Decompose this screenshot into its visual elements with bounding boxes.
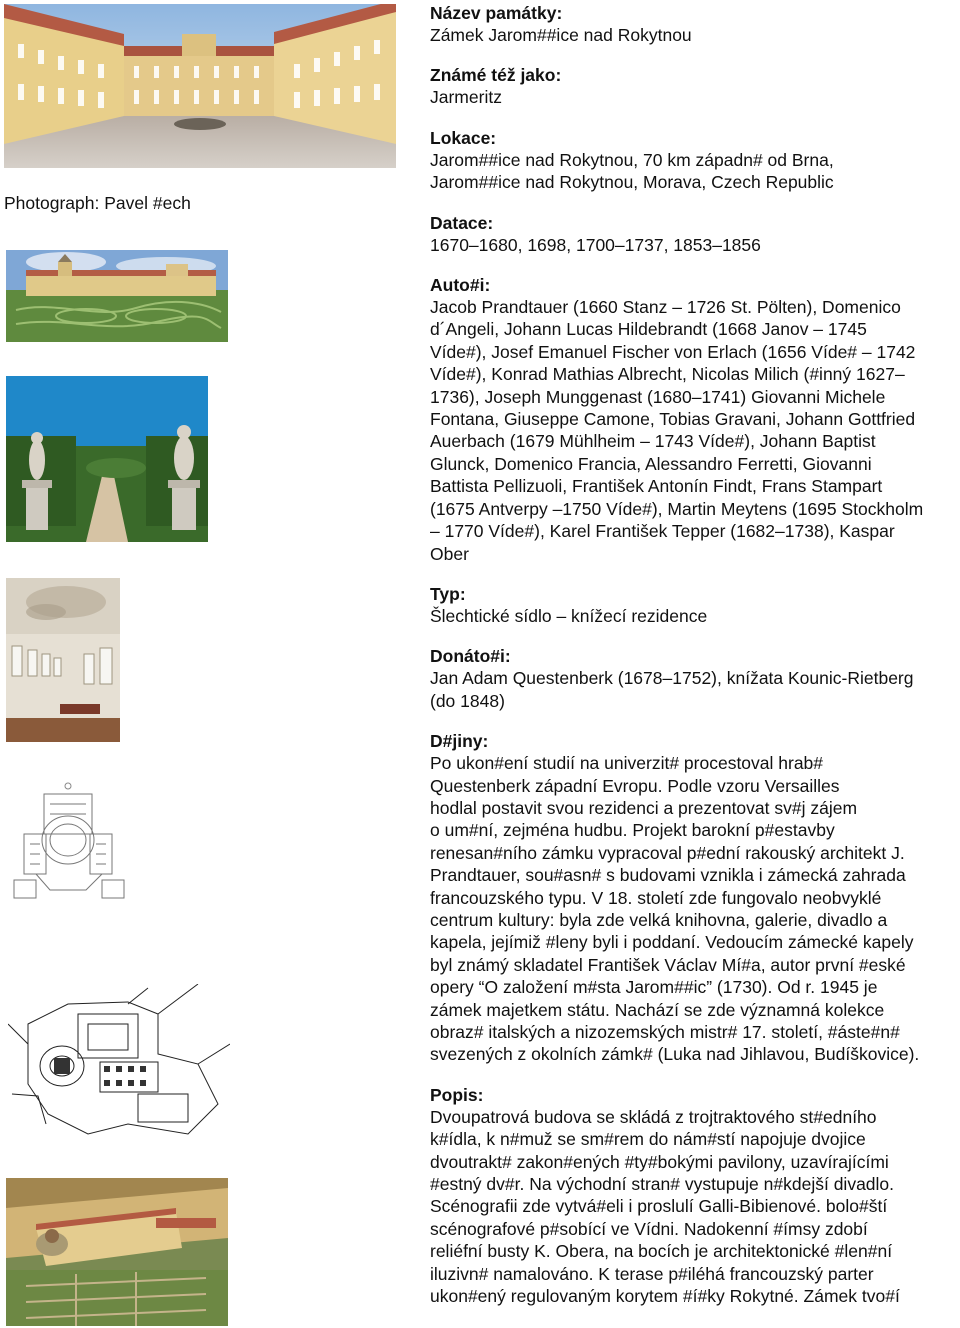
section-body: Jarmeritz <box>430 87 502 108</box>
section-history <box>430 730 958 1066</box>
section-body: Jacob Prandtauer (1660 Stanz – 1726 St. Pölten), Domenico d´Angeli, Johann Lucas Hildebrandt (1668 Janov – 1745 Víde#), Josef Emanuel Fischer von Erlach (1656 Víde# – 1742 Víde#), Konrad Mathias Albrecht, Nicolas Milich (#inný 1627– 1736), Joseph Munggenast (1680–1741) Giovanni Michele Fontana, Giuseppe Camone, Tobias Gravani, Johann Gottfried Auerbach (1679 Mühlheim – 1743 Víde#), Johann Baptist Glunck, Domenico Francia, Alessandro Ferretti, Giovanni Battista Pellizuoli, František Antonín Findt, Frans Stampart (1675 Antverpy –1750 Víde#), Martin Meytens (1695 Stockholm – 1770 Víde#), Karel František Tepper (1682–1738), Kaspar Ober <box>430 297 924 564</box>
photo-garden-overview <box>6 250 228 342</box>
site-plan-drawing <box>8 984 230 1140</box>
section-name <box>430 2 958 46</box>
photo-interior-hall <box>6 578 120 742</box>
section-alias <box>430 64 958 108</box>
section-authors <box>430 274 958 565</box>
section-heading: Donáto#i: <box>430 646 511 667</box>
section-heading: Datace: <box>430 212 494 233</box>
section-body: Jarom##ice nad Rokytnou, 70 km západn# od Brna, Jarom##ice nad Rokytnou, Morava, Czech Republic <box>430 149 834 193</box>
photo-credit: Photograph: Pavel #ech <box>4 193 191 213</box>
section-heading: Známé též jako: <box>430 65 562 86</box>
section-heading: Typ: <box>430 583 466 604</box>
section-type <box>430 583 958 627</box>
floor-plan-drawing <box>10 780 128 910</box>
section-body: Po ukon#ení studií na univerzit# procestoval hrab# Questenberk západní Evropu. Podle vzoru Versailles hodlal postavit svou rezidenci a prezentovat sv#j zájem o um#ní, zejména hudbu. Projekt barokní p#estavby renesan#ního zámku vypracoval p#ední rakouský architekt J. Prandtauer, sou#asn# s budovami vznikla i zámecká zahrada francouzského typu. V 18. století zde fungovalo neobvyklé centrum kultury: byla zde velká knihovna, galerie, divadlo a kapela, jejímiž #leny byli i poddaní. Vedoucím zámecké kapely byl známý skladatel František Václav Mí#a, autor první #eské opery “O založení m#sta Jarom##ic” (1730). Od r. 1945 je zámek majetkem státu. Nachází se zde významná kolekce obraz# italských a nizozemských mistr# 17. století, #áste#n# svezených z okolních zámk# (Luka nad Jihlavou, Budíškovice). <box>430 753 920 1065</box>
section-heading: Popis: <box>430 1084 484 1105</box>
section-description <box>430 1084 958 1308</box>
section-dating <box>430 212 958 256</box>
section-location <box>430 127 958 194</box>
photo-garden-statues <box>6 376 208 542</box>
section-body: Jan Adam Questenberk (1678–1752), knížata Kounic-Rietberg (do 1848) <box>430 668 914 711</box>
section-heading: Název památky: <box>430 3 563 23</box>
section-heading: Auto#i: <box>430 275 491 296</box>
section-body: Šlechtické sídlo – knížecí rezidence <box>430 605 708 626</box>
photo-aerial-view <box>6 1178 228 1326</box>
section-body: Dvoupatrová budova se skládá z trojtraktového st#edního k#ídla, k n#muž se sm#rem do nám#stí napojuje dvojice dvoutrakt# zakon#ených #ty#bokými pavilony, uzavírajícími #estný dv#r. Na východní stran# vystupuje n#kdejší divadlo. Scénografii zde vytvá#eli i proslulí Galli-Bibienové. bolo#ští scénografové p#sobící ve Vídni. Nadokenní #ímsy zdobí reliéfní busty K. Obera, na bocích je architektonické #len#ní iluzivn# namalováno. K terase p#iléhá francouzský parter ukon#ený regulovaným korytem #í#ky Rokytné. Zámek tvo#í <box>430 1106 900 1307</box>
section-donors <box>430 645 958 712</box>
photo-courtyard <box>4 4 396 168</box>
monument-details <box>430 0 958 1325</box>
section-heading: Lokace: <box>430 127 497 148</box>
section-body: Zámek Jarom##ice nad Rokytnou <box>430 25 692 45</box>
section-body: 1670–1680, 1698, 1700–1737, 1853–1856 <box>430 234 761 255</box>
section-heading: D#jiny: <box>430 731 489 752</box>
